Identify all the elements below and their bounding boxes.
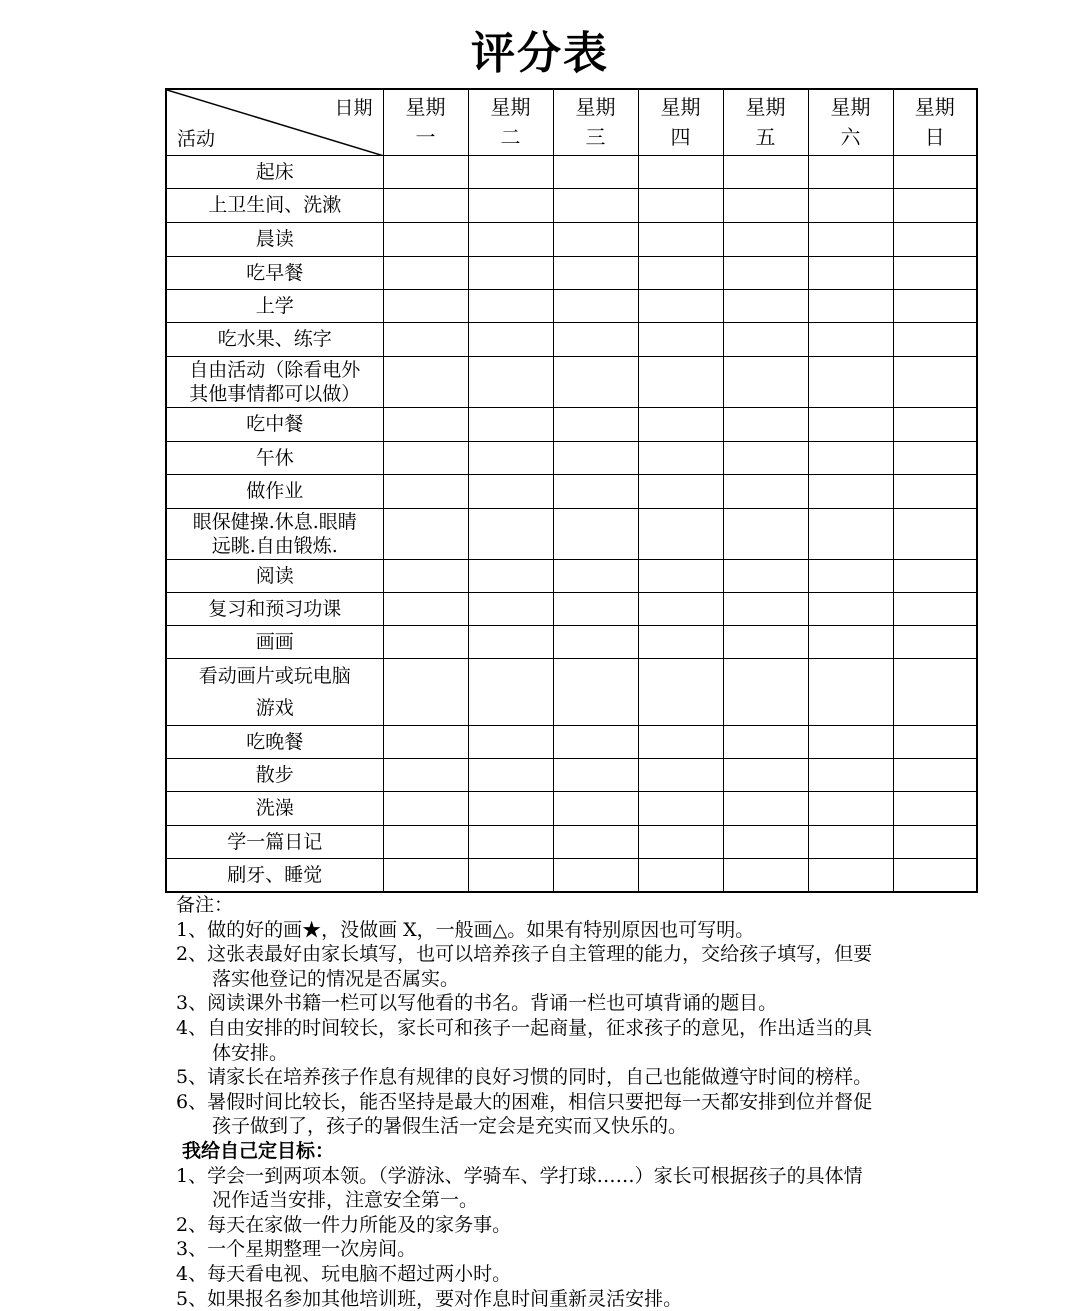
score-cell[interactable]	[468, 322, 553, 356]
day-header-cell	[638, 89, 723, 155]
activity-name-cell	[166, 407, 383, 441]
goal-item	[176, 1237, 976, 1262]
day-header-bottom: 日	[894, 122, 977, 152]
score-cell[interactable]	[553, 356, 638, 407]
activity-name-cell	[166, 474, 383, 508]
activity-name-line1: 阅读	[167, 564, 383, 588]
score-cell[interactable]	[638, 155, 723, 188]
notes-section	[176, 893, 976, 1311]
goals-heading: 我给自己定目标：	[176, 1139, 976, 1164]
score-cell[interactable]	[553, 441, 638, 474]
score-cell[interactable]	[638, 791, 723, 825]
score-cell[interactable]	[723, 592, 808, 625]
score-table	[165, 88, 978, 893]
score-cell[interactable]	[893, 858, 977, 892]
score-cell[interactable]	[638, 289, 723, 322]
score-cell[interactable]	[723, 658, 808, 725]
score-cell[interactable]	[638, 725, 723, 758]
score-cell[interactable]	[638, 592, 723, 625]
score-cell[interactable]	[468, 356, 553, 407]
score-cell[interactable]	[468, 758, 553, 791]
note-item-line2: 落实他登记的情况是否属实。	[212, 968, 459, 990]
score-cell[interactable]	[383, 592, 468, 625]
score-cell[interactable]	[893, 289, 977, 322]
activity-name-cell	[166, 625, 383, 658]
score-cell[interactable]	[808, 758, 893, 791]
score-cell[interactable]	[383, 222, 468, 256]
score-cell[interactable]	[893, 256, 977, 289]
activity-name-line1: 学一篇日记	[167, 830, 383, 854]
score-cell[interactable]	[638, 356, 723, 407]
day-header-top: 星期	[639, 92, 723, 122]
score-cell[interactable]	[893, 474, 977, 508]
score-cell[interactable]	[808, 559, 893, 592]
score-cell[interactable]	[893, 155, 977, 188]
activity-row	[166, 188, 977, 222]
page-title: 评分表	[0, 26, 1080, 82]
score-cell[interactable]	[468, 256, 553, 289]
score-cell[interactable]	[808, 625, 893, 658]
activity-name-line2: 远眺.自由锻炼.	[167, 534, 383, 558]
score-cell[interactable]	[808, 188, 893, 222]
activity-row	[166, 592, 977, 625]
score-cell[interactable]	[808, 592, 893, 625]
goal-item-line1: 4、每天看电视、玩电脑不超过两小时。	[176, 1263, 511, 1285]
activity-name-line1: 吃水果、练字	[167, 327, 383, 351]
day-header-cell	[893, 89, 977, 155]
activity-row	[166, 356, 977, 407]
score-cell[interactable]	[383, 256, 468, 289]
score-cell[interactable]	[808, 356, 893, 407]
activity-name-cell	[166, 322, 383, 356]
score-cell[interactable]	[638, 858, 723, 892]
score-cell[interactable]	[723, 155, 808, 188]
score-cell[interactable]	[468, 508, 553, 559]
score-cell[interactable]	[553, 322, 638, 356]
activity-row	[166, 155, 977, 188]
activity-row	[166, 559, 977, 592]
day-header-top: 星期	[724, 92, 808, 122]
note-item-line2: 体安排。	[212, 1042, 288, 1064]
score-cell[interactable]	[723, 222, 808, 256]
score-cell[interactable]	[468, 825, 553, 858]
score-cell[interactable]	[723, 825, 808, 858]
score-cell[interactable]	[383, 441, 468, 474]
activity-row	[166, 858, 977, 892]
activity-name-cell	[166, 791, 383, 825]
goals-list	[176, 1164, 976, 1311]
score-cell[interactable]	[383, 474, 468, 508]
score-cell[interactable]	[808, 825, 893, 858]
score-cell[interactable]	[638, 559, 723, 592]
score-cell[interactable]	[808, 222, 893, 256]
score-cell[interactable]	[468, 407, 553, 441]
score-cell[interactable]	[723, 256, 808, 289]
score-cell[interactable]	[723, 559, 808, 592]
note-item	[176, 991, 976, 1016]
score-cell[interactable]	[638, 825, 723, 858]
activity-name-cell	[166, 758, 383, 791]
score-cell[interactable]	[638, 758, 723, 791]
score-cell[interactable]	[808, 725, 893, 758]
day-header-bottom: 二	[469, 122, 553, 152]
day-header-cell	[383, 89, 468, 155]
note-item-line1: 2、这张表最好由家长填写，也可以培养孩子自主管理的能力，交给孩子填写，但要	[176, 943, 872, 965]
score-cell[interactable]	[723, 758, 808, 791]
note-item-line2: 孩子做到了，孩子的暑假生活一定会是充实而又快乐的。	[212, 1115, 687, 1137]
day-header-bottom: 四	[639, 122, 723, 152]
day-header-cell	[553, 89, 638, 155]
score-cell[interactable]	[723, 356, 808, 407]
activity-name-line2: 游戏	[167, 696, 383, 720]
score-cell[interactable]	[553, 407, 638, 441]
score-cell[interactable]	[638, 407, 723, 441]
goal-item	[176, 1213, 976, 1238]
activity-row	[166, 625, 977, 658]
activity-name-line1: 做作业	[167, 479, 383, 503]
activity-row	[166, 658, 977, 725]
score-cell[interactable]	[808, 155, 893, 188]
activity-name-cell	[166, 256, 383, 289]
activity-name-line1: 自由活动（除看电外	[167, 358, 383, 382]
score-cell[interactable]	[723, 725, 808, 758]
score-cell[interactable]	[553, 592, 638, 625]
activity-header-label: 活动	[177, 127, 215, 151]
score-cell[interactable]	[723, 407, 808, 441]
activity-name-cell	[166, 222, 383, 256]
score-cell[interactable]	[383, 322, 468, 356]
score-cell[interactable]	[553, 188, 638, 222]
note-item	[176, 918, 976, 943]
score-cell[interactable]	[893, 791, 977, 825]
score-cell[interactable]	[638, 222, 723, 256]
score-cell[interactable]	[723, 625, 808, 658]
note-item	[176, 1090, 976, 1139]
activity-row	[166, 256, 977, 289]
goal-item	[176, 1164, 976, 1213]
score-cell[interactable]	[638, 441, 723, 474]
score-cell[interactable]	[723, 791, 808, 825]
activity-name-line1: 看动画片或玩电脑	[167, 664, 383, 688]
activity-name-cell	[166, 858, 383, 892]
activity-name-cell	[166, 188, 383, 222]
score-cell[interactable]	[893, 592, 977, 625]
score-cell[interactable]	[468, 289, 553, 322]
activity-row	[166, 725, 977, 758]
score-cell[interactable]	[638, 256, 723, 289]
activity-row	[166, 825, 977, 858]
score-cell[interactable]	[893, 407, 977, 441]
day-header-top: 星期	[384, 92, 468, 122]
activity-name-line2: 其他事情都可以做）	[167, 382, 383, 406]
day-header-bottom: 一	[384, 122, 468, 152]
score-cell[interactable]	[808, 858, 893, 892]
note-item-line1: 6、暑假时间比较长，能否坚持是最大的困难，相信只要把每一天都安排到位并督促	[176, 1091, 872, 1113]
activity-row	[166, 758, 977, 791]
activity-name-line1: 上学	[167, 294, 383, 318]
activity-name-cell	[166, 725, 383, 758]
score-cell[interactable]	[553, 474, 638, 508]
score-cell[interactable]	[468, 155, 553, 188]
goal-item-line1: 2、每天在家做一件力所能及的家务事。	[176, 1214, 511, 1236]
score-cell[interactable]	[893, 559, 977, 592]
day-header-cell	[808, 89, 893, 155]
goal-item-line1: 5、如果报名参加其他培训班，要对作息时间重新灵活安排。	[176, 1288, 682, 1310]
score-cell[interactable]	[893, 508, 977, 559]
day-header-cell	[723, 89, 808, 155]
goal-item-line2: 况作适当安排，注意安全第一。	[212, 1189, 478, 1211]
score-cell[interactable]	[723, 858, 808, 892]
day-header-top: 星期	[469, 92, 553, 122]
score-cell[interactable]	[468, 559, 553, 592]
score-cell[interactable]	[383, 725, 468, 758]
score-cell[interactable]	[383, 825, 468, 858]
score-cell[interactable]	[383, 658, 468, 725]
score-cell[interactable]	[808, 407, 893, 441]
score-cell[interactable]	[893, 322, 977, 356]
day-header-bottom: 五	[724, 122, 808, 152]
activity-name-cell	[166, 658, 383, 725]
score-cell[interactable]	[723, 474, 808, 508]
activity-row	[166, 222, 977, 256]
goal-item-line1: 1、学会一到两项本领。（学游泳、学骑车、学打球……）家长可根据孩子的具体情	[176, 1165, 863, 1187]
day-header-top: 星期	[554, 92, 638, 122]
score-cell[interactable]	[553, 858, 638, 892]
goal-item	[176, 1287, 976, 1311]
notes-list	[176, 918, 976, 1139]
note-item	[176, 1065, 976, 1090]
score-cell[interactable]	[468, 474, 553, 508]
activity-name-line1: 画画	[167, 630, 383, 654]
score-cell[interactable]	[383, 559, 468, 592]
activity-row	[166, 322, 977, 356]
score-cell[interactable]	[553, 758, 638, 791]
activity-name-line1: 刷牙、睡觉	[167, 863, 383, 887]
score-cell[interactable]	[383, 188, 468, 222]
activity-name-cell	[166, 825, 383, 858]
score-cell[interactable]	[383, 758, 468, 791]
activity-row	[166, 474, 977, 508]
score-cell[interactable]	[468, 658, 553, 725]
note-item-line1: 3、阅读课外书籍一栏可以写他看的书名。背诵一栏也可填背诵的题目。	[176, 992, 777, 1014]
score-cell[interactable]	[468, 858, 553, 892]
score-cell[interactable]	[723, 188, 808, 222]
score-cell[interactable]	[553, 559, 638, 592]
score-cell[interactable]	[638, 658, 723, 725]
day-header-top: 星期	[809, 92, 893, 122]
header-row	[166, 89, 977, 155]
date-header-label: 日期	[334, 96, 372, 120]
score-cell[interactable]	[553, 625, 638, 658]
activity-name-cell	[166, 592, 383, 625]
score-cell[interactable]	[808, 508, 893, 559]
corner-header-cell	[166, 89, 383, 155]
score-cell[interactable]	[468, 725, 553, 758]
score-cell[interactable]	[808, 791, 893, 825]
notes-heading: 备注：	[176, 893, 976, 918]
score-cell[interactable]	[893, 725, 977, 758]
activity-name-cell	[166, 356, 383, 407]
score-cell[interactable]	[808, 256, 893, 289]
score-cell[interactable]	[638, 474, 723, 508]
activity-name-line1: 眼保健操.休息.眼睛	[167, 510, 383, 534]
day-header-top: 星期	[894, 92, 977, 122]
goal-item	[176, 1262, 976, 1287]
score-cell[interactable]	[383, 858, 468, 892]
score-cell[interactable]	[553, 725, 638, 758]
score-cell[interactable]	[808, 289, 893, 322]
note-item-line1: 5、请家长在培养孩子作息有规律的良好习惯的同时，自己也能做遵守时间的榜样。	[176, 1066, 872, 1088]
score-cell[interactable]	[638, 508, 723, 559]
score-cell[interactable]	[893, 222, 977, 256]
score-cell[interactable]	[723, 322, 808, 356]
score-cell[interactable]	[553, 825, 638, 858]
activity-name-line1: 上卫生间、洗漱	[167, 193, 383, 217]
score-cell[interactable]	[808, 322, 893, 356]
score-cell[interactable]	[808, 441, 893, 474]
score-cell[interactable]	[638, 625, 723, 658]
score-cell[interactable]	[893, 188, 977, 222]
activity-name-line1: 吃晚餐	[167, 730, 383, 754]
activity-row	[166, 407, 977, 441]
score-cell[interactable]	[553, 289, 638, 322]
score-cell[interactable]	[723, 441, 808, 474]
score-cell[interactable]	[893, 658, 977, 725]
activity-name-line1: 午休	[167, 446, 383, 470]
activity-name-cell	[166, 289, 383, 322]
score-cell[interactable]	[468, 188, 553, 222]
activity-name-cell	[166, 441, 383, 474]
score-cell[interactable]	[468, 222, 553, 256]
score-cell[interactable]	[893, 356, 977, 407]
score-cell[interactable]	[553, 508, 638, 559]
score-cell[interactable]	[553, 155, 638, 188]
activity-row	[166, 289, 977, 322]
activity-row	[166, 508, 977, 559]
activity-row	[166, 791, 977, 825]
note-item-line1: 4、自由安排的时间较长，家长可和孩子一起商量，征求孩子的意见，作出适当的具	[176, 1017, 872, 1039]
activity-name-line1: 起床	[167, 160, 383, 184]
score-cell[interactable]	[553, 256, 638, 289]
score-cell[interactable]	[723, 508, 808, 559]
score-cell[interactable]	[383, 289, 468, 322]
note-item-line1: 1、做的好的画★，没做画 X，一般画△。如果有特别原因也可写明。	[176, 919, 754, 941]
score-cell[interactable]	[808, 474, 893, 508]
activity-name-cell	[166, 155, 383, 188]
score-cell[interactable]	[893, 758, 977, 791]
day-header-bottom: 六	[809, 122, 893, 152]
note-item	[176, 942, 976, 991]
score-cell[interactable]	[383, 155, 468, 188]
score-cell[interactable]	[468, 625, 553, 658]
score-cell[interactable]	[893, 625, 977, 658]
score-cell[interactable]	[808, 658, 893, 725]
goal-item-line1: 3、一个星期整理一次房间。	[176, 1238, 416, 1260]
activity-name-line1: 复习和预习功课	[167, 597, 383, 621]
activity-name-line1: 吃早餐	[167, 261, 383, 285]
activity-name-cell	[166, 508, 383, 559]
score-cell[interactable]	[638, 322, 723, 356]
score-cell[interactable]	[553, 222, 638, 256]
day-header-cell	[468, 89, 553, 155]
score-cell[interactable]	[553, 791, 638, 825]
activity-name-cell	[166, 559, 383, 592]
score-cell[interactable]	[383, 508, 468, 559]
score-cell[interactable]	[723, 289, 808, 322]
score-cell[interactable]	[468, 791, 553, 825]
activity-name-line1: 洗澡	[167, 796, 383, 820]
score-cell[interactable]	[383, 791, 468, 825]
activity-name-line1: 晨读	[167, 227, 383, 251]
score-cell[interactable]	[893, 825, 977, 858]
activity-name-line1: 吃中餐	[167, 412, 383, 436]
score-cell[interactable]	[638, 188, 723, 222]
day-header-bottom: 三	[554, 122, 638, 152]
score-cell[interactable]	[383, 407, 468, 441]
score-cell[interactable]	[383, 625, 468, 658]
score-cell[interactable]	[383, 356, 468, 407]
score-cell[interactable]	[468, 441, 553, 474]
activity-name-line1: 散步	[167, 763, 383, 787]
score-cell[interactable]	[893, 441, 977, 474]
activity-row	[166, 441, 977, 474]
score-cell[interactable]	[468, 592, 553, 625]
note-item	[176, 1016, 976, 1065]
score-cell[interactable]	[553, 658, 638, 725]
